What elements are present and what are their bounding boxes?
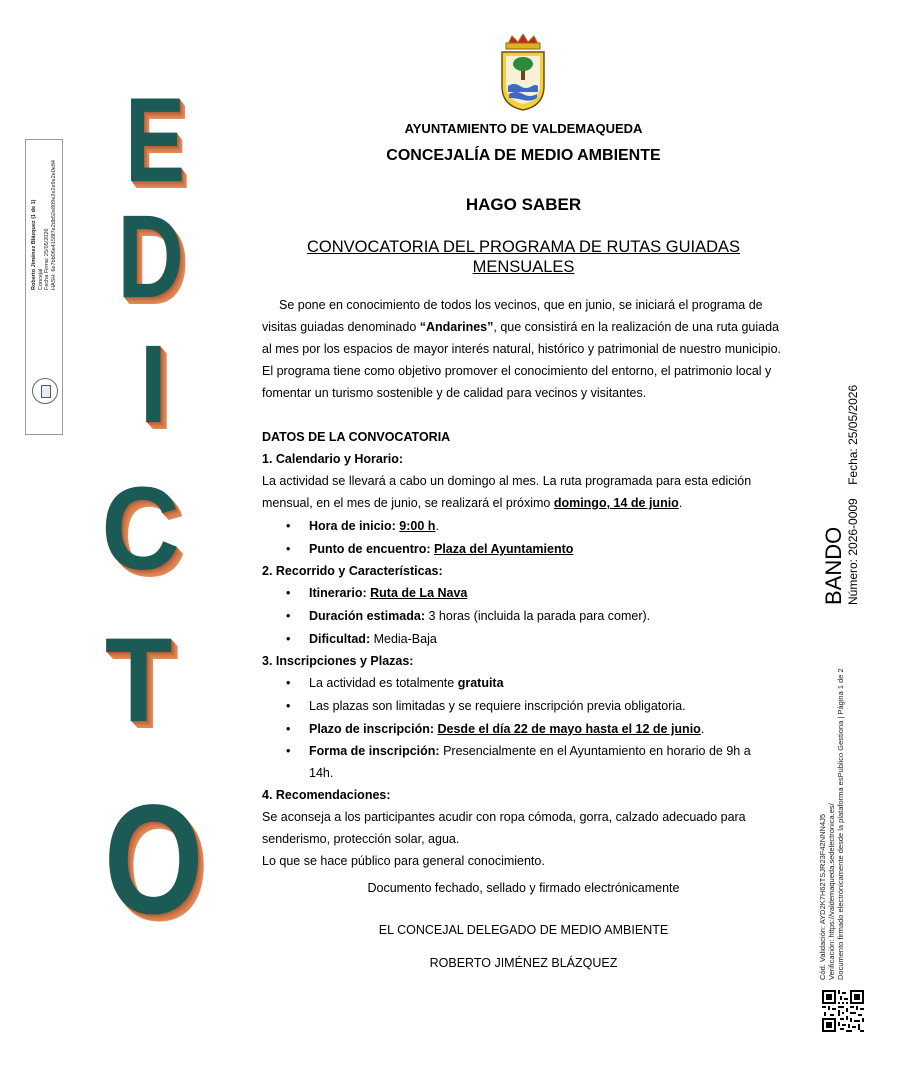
list-item-dificultad: Dificultad: Media-Baja: [309, 632, 437, 646]
list-item-hora: Hora de inicio: 9:00 h.: [309, 519, 439, 533]
bullet-icon: •: [286, 699, 291, 713]
signer-name: ROBERTO JIMÉNEZ BLÁZQUEZ: [429, 956, 618, 970]
section-1-text-2: mensual, en el mes de junio, se realizará el próximo domingo, 14 de junio.: [262, 496, 683, 510]
edicto-letter-e: E: [125, 73, 186, 207]
signature-stamp-text: [31, 160, 57, 290]
registration-period: Desde el día 22 de mayo hasta el 12 de junio: [437, 722, 701, 736]
department-heading: CONCEJALÍA DE MEDIO AMBIENTE: [386, 147, 661, 164]
edicto-letter-o: O: [103, 773, 204, 947]
signature-seal-icon: [32, 378, 58, 404]
bullet-icon: •: [286, 744, 291, 758]
bullet-icon: •: [286, 519, 291, 533]
qr-code-icon: [822, 990, 864, 1032]
edicto-letter-t: T: [104, 613, 173, 747]
list-item-itinerario: Itinerario: Ruta de La Nava: [309, 586, 468, 600]
convocatoria-heading-line2: MENSUALES: [472, 258, 575, 276]
town-heading: AYUNTAMIENTO DE VALDEMAQUEDA: [404, 121, 643, 136]
list-item-plazas: Las plazas son limitadas y se requiere inscripción previa obligatoria.: [309, 699, 686, 713]
signature-name: Roberto Jiménez Blázquez (1 de 1): [31, 199, 37, 290]
list-item-duracion: Duración estimada: 3 horas (incluida la parada para comer).: [309, 609, 651, 623]
section-3-title: 3. Inscripciones y Plazas:: [262, 654, 414, 668]
bando-stamp: [822, 385, 860, 605]
edicto-letter-i: I: [139, 323, 168, 446]
convocatoria-heading-line1: CONVOCATORIA DEL PROGRAMA DE RUTAS GUIADAS: [306, 238, 741, 256]
itinerary: Ruta de La Nava: [370, 586, 468, 600]
verification-text: [818, 668, 845, 980]
bando-title: BANDO: [821, 526, 846, 605]
hago-saber-heading: HAGO SABER: [465, 195, 582, 214]
section-1-title: 1. Calendario y Horario:: [262, 452, 404, 466]
bullet-icon: •: [286, 632, 291, 646]
intro-paragraph: [262, 294, 782, 404]
bullet-icon: •: [286, 676, 291, 690]
section-4-title: 4. Recomendaciones:: [262, 788, 391, 802]
edicto-letter-d: D: [117, 191, 184, 323]
signature-role: Concejal: [37, 268, 44, 290]
verification-url: Verificación: https://valdemaqueda.sedelectronica.es/: [827, 803, 836, 980]
section-1-text-1: La actividad se llevará a cabo un domingo al mes. La ruta programada para esta edición: [262, 474, 752, 488]
signed-note: Documento fechado, sellado y firmado electrónicamente: [367, 881, 680, 895]
list-item-forma: Forma de inscripción: Presencialmente en el Ayuntamiento en horario de 9h a: [309, 744, 751, 758]
list-item-forma-cont: 14h.: [309, 766, 334, 780]
list-item-gratuita: La actividad es totalmente gratuita: [309, 676, 504, 690]
bullet-icon: •: [286, 609, 291, 623]
route-date: domingo, 14 de junio: [553, 496, 679, 510]
program-name: “Andarines”: [419, 320, 494, 334]
signer-role: EL CONCEJAL DELEGADO DE MEDIO AMBIENTE: [378, 923, 669, 937]
datos-title: DATOS DE LA CONVOCATORIA: [262, 430, 451, 444]
start-time: 9:00 h: [399, 519, 436, 533]
bando-number-date: Número: 2026-0009 Fecha: 25/05/2026: [846, 384, 860, 605]
verification-code: Cód. Validación: AYD2K7H62TSJR23F42NNN4J5: [818, 813, 827, 980]
intro-text-continued: , que consistirá en la realización de una ruta guiada al mes por los espacios de mayor interés natural, histórico y patrimonial de nuestro municipio. El programa tiene como objetivo promover el conocimiento del entorno, el patrimonio local y fomentar un turismo sostenible y de calidad para vecinos y visitantes.: [262, 320, 781, 400]
bullet-icon: •: [286, 722, 291, 736]
section-4-text-2: senderismo, protección solar, agua.: [262, 832, 460, 846]
bullet-icon: •: [286, 586, 291, 600]
bullet-icon: •: [286, 542, 291, 556]
signature-date: Fecha Firma: 25/05/2026: [44, 228, 50, 290]
list-item-punto: Punto de encuentro: Plaza del Ayuntamiento: [309, 542, 574, 556]
verification-platform: Documento firmado electrónicamente desde la plataforma esPublico Gestiona | Página 1 de 2: [836, 668, 845, 980]
list-item-plazo: Plazo de inscripción: Desde el día 22 de mayo hasta el 12 de junio.: [309, 722, 705, 736]
section-4-text-3: Lo que se hace público para general conocimiento.: [262, 854, 545, 868]
signature-hash: HASH: 6e7bb06e4158f7e2db52e809e2e2e9e2e0e84: [50, 160, 57, 290]
intro-text: Se pone en conocimiento de todos los vecinos, que en junio, se iniciará el programa de visitas guiadas denominado: [262, 298, 763, 334]
meeting-point: Plaza del Ayuntamiento: [434, 542, 574, 556]
convocatoria-heading: [260, 237, 787, 277]
coat-of-arms-icon: [496, 34, 550, 112]
edicto-letter-c: C: [101, 463, 180, 595]
section-2-title: 2. Recorrido y Características:: [262, 564, 443, 578]
section-4-text-1: Se aconseja a los participantes acudir con ropa cómoda, gorra, calzado adecuado para: [262, 810, 746, 824]
